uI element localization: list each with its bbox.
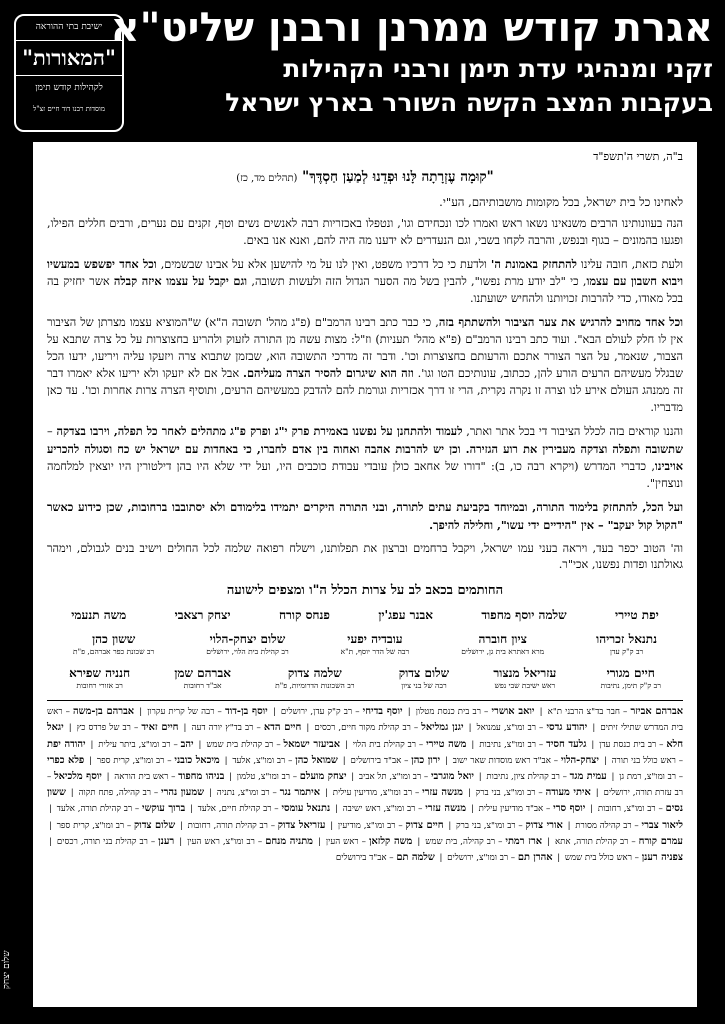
signatory-name: פלא כפרי (47, 754, 85, 766)
logo-line3: לקהילות קודש תימן (35, 83, 103, 93)
signatory-role: – רב קהילת תורה, רחובות (187, 820, 278, 831)
signatory-role: – רב קהילת בני תורה, רכסים (56, 836, 159, 847)
signatory-name: אברהם בן-משה (73, 706, 135, 718)
signatory-name: מיכאל כובני (174, 754, 220, 766)
separator: | (536, 707, 546, 718)
signatory-entry (338, 821, 444, 831)
p3-part-c: וזה הוא שיגרום להסיר הצרה מעליהם. (243, 366, 414, 381)
signatory-role: – רב ומו"צ, טלמון (236, 771, 300, 782)
signatory-role: – רב ומו"צ, רחובות (597, 804, 666, 815)
signature (615, 608, 659, 623)
separator: | (554, 852, 563, 863)
separator: | (442, 755, 451, 766)
signatory-name: מנשה עזרי (422, 787, 463, 799)
signatory-name: יואל מוגרבי (430, 770, 474, 782)
signer-role: רבה של הדר יוסף, ת"א (340, 647, 410, 657)
signer-name: יצחק רצאבי (174, 608, 231, 623)
signatory-role: – רב ומו"צ, ראש העין (187, 836, 266, 847)
signatory-entry (57, 804, 185, 814)
logo-line1: ישיבת בתי ההוראה (35, 22, 103, 32)
header (0, 0, 725, 142)
separator: | (103, 771, 113, 782)
signatory-entry (333, 788, 463, 798)
closing: וה' הטוב יכפר בעד, ויראה בעני עמו ישראל, ויקבל ברחמים וברצון את תפלותנו, וישלח רפואה שלמה לכל החולים וישיב בנים לגבולם, וימהר גאולתנו ופדות נפשנו, אכי"ר. (47, 541, 683, 572)
signatory-entry (416, 707, 535, 717)
verse (47, 169, 683, 185)
separator: | (587, 804, 596, 815)
separator: | (177, 820, 186, 831)
signatory-name: עמית מגד (569, 770, 607, 782)
signatory-entry (326, 837, 412, 847)
verse-ref: (תהלים מד, כז) (236, 173, 298, 184)
signer-name: פנחס קורח (278, 608, 330, 623)
signatory-name: ששון נסים (47, 787, 684, 815)
signature (378, 608, 433, 623)
page-subtitle: זקני ומנהיגי עדת תימן ורבני הקהילות (283, 54, 713, 83)
signatory-name: יוסף מלכיאל (54, 770, 102, 782)
side-signature: שלום יצחק (2, 950, 12, 990)
signatory-role: – רב ומו"צ, נתיבות (479, 739, 547, 750)
separator: | (49, 804, 55, 815)
separator: | (87, 739, 97, 750)
signatory-name: איתמר נגר (279, 787, 321, 799)
signer-role: רב קהילת בית הלוי, ירושלים (206, 647, 289, 657)
signer-role: רב השכונות הדרומיות, פ"ת (275, 681, 355, 691)
signatory-name: ארז רמתי (505, 835, 543, 847)
separator: | (49, 836, 55, 847)
separator: | (465, 723, 475, 734)
signatory-name: איתי מעודה (545, 787, 591, 799)
signatory-name: יצחק-הלוי (560, 754, 599, 766)
signature (69, 666, 130, 691)
signatory-role: – ראש בית המדרש שתילי זיתים (47, 707, 684, 734)
signer-name: אברהם שמן (174, 666, 231, 681)
signatory-name: ליאור צברי (641, 819, 684, 831)
signer-role: רב אזורי רחובות (76, 681, 123, 691)
signatory-name: שלום צדוק (133, 819, 176, 831)
signatory-role: – רב ק"ק עדן, ירושלים (280, 707, 363, 718)
signatory-entry (555, 837, 683, 847)
signatory-entry (79, 788, 205, 798)
signatory-entry (77, 723, 179, 733)
signatory-entry (359, 772, 474, 782)
separator: | (445, 820, 455, 831)
signature (493, 666, 556, 691)
p4-part-d: שתשובה ותפלה וצדקה מעבירין את רוע הגזירה. וכן יש להרבות אהבה ואחוה בין אדם לחברו, כי באחדות עם ישראל יש כח וסגולה להכריע אויבינו (47, 441, 683, 474)
signatory-entry (447, 853, 552, 863)
signatory-role: – אב"ד בירושלים (350, 755, 412, 766)
signatory-name: יהודה יפת (47, 738, 86, 750)
signatory-role: – רב ומו"צ, רמת גן (619, 771, 684, 782)
signer-role: רב ק"ק תימן, נתיבות (600, 681, 661, 691)
letter-date: ב"ה, תשרי ה'תשפ"ד (593, 150, 683, 163)
signatory-name: יהודע גדסי (546, 722, 588, 734)
signatory-name: רענן (158, 835, 175, 847)
signatory-entry (336, 853, 435, 863)
signatory-role: – אב"ד מודיעין עילית (478, 804, 554, 815)
signatory-name: יוסף בדיחי (362, 706, 403, 718)
separator: | (414, 836, 424, 847)
signatory-role: – ראש בית הוראה (114, 771, 179, 782)
signer-role: מרא דאתרא בית גן, ירושלים (461, 647, 545, 657)
signatory-name: מתניה מנחם (265, 835, 313, 847)
signatory-role: – רב ומו"צ, ירושלים (447, 852, 518, 863)
separator: | (464, 788, 474, 799)
signatory-name: שמואל כהן (295, 754, 338, 766)
signatory-entry (114, 772, 224, 782)
p2-part-g: אשר יחזיק בה בכל מאודו, כדי להרבות זכויותנו ולהחיש ישועתנו. (47, 275, 683, 306)
separator: | (544, 836, 553, 847)
signatory-role: – רב קהילת מקור חיים, רכסים (314, 723, 422, 734)
signatory-entry (343, 804, 466, 814)
signatory-name: יגנן גמליאל (421, 722, 464, 734)
verse-text: "קוּמָה עֶזְרָתָה לָּנוּ וּפְדֵנוּ לְמַעַן חַסְדֶּךָ" (302, 169, 494, 185)
signatory-role: – רב ומו"צ, נתניה (216, 788, 280, 799)
signatory-name: יוסף בן-דוד (224, 706, 268, 718)
signatory-role: – רב ומו"צ, אלעד (232, 755, 296, 766)
p2-part-e: , כי "לב יודע מרת נפשו", להבין בשל מה הסער הגדול הזה ולעשות תשובה, (247, 275, 587, 289)
signatory-name: אביעזר ישמאל (283, 738, 340, 750)
signatory-role: – ראש העין (325, 836, 369, 847)
signatory-role: – אב"ד ראש מוסדות שאר ישוב (452, 755, 561, 766)
signatory-name: יוסף סרי (553, 803, 586, 815)
paragraph-1: הנה בעוונותינו הרבים משנאינו נשאו ראש ואמרו לכו ונכחידם וגו', ונטפלו באכזריות רבה לאנשים נשים וטף, זקנים עם נערים, ורבים חללים הפילו, ופגעו בהמונים – בגוף ובנפש, והרבה לקחו בשבי, וגם הנעדרים לא ידענו מה היה להם, ואנא אנו באים. (47, 217, 683, 247)
separator: | (195, 739, 205, 750)
signature (174, 666, 231, 691)
signatory-name: מנשה עזרי (425, 803, 467, 815)
signature (206, 632, 289, 657)
p2-part-d: וכל אחד יפשפש במעשיו ויבוא חשבון עם עצמו (47, 256, 683, 289)
separator: | (600, 755, 610, 766)
separator: | (176, 836, 186, 847)
signature (71, 608, 126, 623)
signatory-entry (565, 853, 683, 863)
separator: | (564, 820, 574, 831)
signatory-role: – חבר בד"צ הרבני ת"א (547, 707, 631, 718)
signatory-name: ברוך עוקשי (142, 803, 186, 815)
p2-part-c: ולדעת כי כל דרכיו משפט, ואין לנו על מי להישען אלא על אבינו שבשמים, (156, 257, 491, 271)
logo-line4: מוסדות רבנו דוד חיים זצ"ל (33, 105, 105, 113)
signatory-name: משה קלזאן (368, 835, 413, 847)
separator: | (49, 820, 55, 831)
signature (601, 666, 661, 691)
signature (175, 608, 231, 623)
signer-name: שלמה צדוק (287, 666, 342, 681)
signatory-role: – רב בית כנסת עדן (599, 739, 667, 750)
signatory-role: – רב ומו"צ, קרית ספר (56, 820, 134, 831)
signer-role: אב"ד רחובות (183, 681, 222, 691)
separator: | (136, 707, 146, 718)
signatory-name: שלמה תם (396, 851, 435, 863)
signatory-role: – רב ומו"צ, עמנואל (476, 723, 547, 734)
separator: | (221, 755, 231, 766)
signatory-entry (479, 740, 586, 750)
signatory-name: עמרם קורח (638, 835, 683, 847)
signatory-role: – רב ומו"צ, ראש ישיבה (342, 804, 426, 815)
signatory-role: – רבה של קרית עקרון (147, 707, 225, 718)
signatory-role: – רב ומו"צ, קרית ספר (96, 755, 175, 766)
header-titles (110, 4, 713, 120)
signatory-role: – רב קהילת תורה, אתא (555, 836, 639, 847)
signatory-entry (217, 788, 320, 798)
signatory-role: – ראש כולל בני תורה (611, 755, 683, 766)
signatory-entry (98, 740, 193, 750)
signature (279, 608, 330, 623)
signatory-name: חיים צדוק (405, 819, 444, 831)
signatory-entry (188, 821, 326, 831)
signatory-name: חיים זאיד (141, 722, 179, 734)
logo (14, 14, 124, 132)
greeting: לאחינו כל בית ישראל, בכל מקומות מושבותיהם, הע"י. (439, 195, 683, 209)
signatory-entry (187, 837, 313, 847)
signature-row-2 (47, 632, 683, 657)
signatory-role: – רב קהילה, פתח תקוה (78, 788, 162, 799)
signer-role: רבה של בני ציון (401, 681, 447, 691)
signature (461, 632, 544, 657)
signatory-entry (477, 723, 588, 733)
signatory-role: – רב קהילת חיים, אלעד (197, 804, 282, 815)
signatory-entry (575, 821, 683, 831)
separator: | (589, 723, 599, 734)
separator: | (468, 739, 478, 750)
signature (73, 632, 154, 657)
signatory-entry (232, 756, 338, 766)
signer-name: נתנאל זכריהו (596, 632, 658, 647)
signatory-role: – רב קהילת תורה, אלעד (56, 804, 143, 815)
separator: | (86, 755, 95, 766)
signer-name: שלמה יוסף מחפוד (481, 608, 567, 623)
signatory-entry (57, 837, 174, 847)
signatory-name: בניהו מחפוד (178, 770, 225, 782)
signatory-role: – רב קהילת בית שמש (206, 739, 284, 750)
signatory-entry (425, 837, 542, 847)
signatory-name: אברהם אביזר (630, 706, 683, 718)
signatory-role: – רב של פרדס כץ (76, 723, 142, 734)
signatory-entry (486, 772, 606, 782)
signatory-name: גלעד חסיד (546, 738, 587, 750)
p4-part-e: , כדברי המדרש (ויקרא רבה כו, ב): "דורו של אחאב כולן עובדי עבודת כוכבים היו, ועל ידי שלא היו בהן דילטורין היו יוצאין למלחמה ונוצחין". (47, 460, 683, 491)
signature (399, 666, 449, 691)
signatory-name: משה טיירי (426, 738, 467, 750)
separator: | (339, 755, 349, 766)
separator: | (436, 852, 446, 863)
signatory-role: – רב ומו"צ, בני ברק (456, 820, 526, 831)
signer-name: חיים מגורי (606, 666, 655, 681)
signature-row-1 (47, 608, 683, 623)
signatory-name: יהב (180, 738, 194, 750)
signatory-name: יגאל חלא (47, 722, 684, 750)
signatory-role: – אב"ד בירושלים (335, 852, 397, 863)
signatory-entry (350, 756, 440, 766)
signatories-list (47, 700, 683, 866)
signer-name: עזריאל מנצור (493, 666, 557, 681)
signatory-entry (192, 723, 302, 733)
signatory-entry (97, 756, 220, 766)
signatory-role: – רב ומו"צ, מודיעין (337, 820, 406, 831)
signatory-entry (456, 821, 563, 831)
separator: | (608, 771, 618, 782)
separator: | (67, 788, 77, 799)
signature (481, 608, 566, 623)
signatory-entry (198, 804, 330, 814)
paragraph-2 (47, 256, 683, 308)
separator: | (332, 804, 341, 815)
signatory-name: ירון כהן (411, 754, 441, 766)
signatory-entry (548, 707, 683, 717)
signatory-name: יצחק מועלם (299, 770, 347, 782)
p5-text: ועל הכל, להתחזק בלימוד התורה, ובמיוחד בקביעת עתים לתורה, ובני התורה היקרים יתמידו בלימודם ולא יסתובבו ברחובות, שכן כידוע כאשר "הקול קול יעקב" – אין "הידיים ידי עשו", וחלילה להיפך. (47, 499, 683, 532)
p3-part-a: וכל אחד מחויב להרגיש את צער הציבור ולהשתתף בזה (438, 314, 683, 329)
signatory-entry (237, 772, 347, 782)
signatory-entry (57, 821, 175, 831)
p3-part-b: , כי כבר כתב רבינו הרמב"ם (פ"ג מהל' תשובה ה"א) ש"המוציא עצמו מצרתן של הציבור אין לו חלק לעולם הבא". ועוד כתב רבינו הרמב"ם (פ"א מהל' תעניות) וז"ל: מצות עשה מן התורה לזעוק ולהריע בחצוצרות על כל צרה שתבא על הצבור, שנאמר, על הצר הצורר אתכם והרעותם בחצוצרות וכו'. ודבר זה מדרכי התשובה הוא, שבזמן שתבוא צרה ויזעקו עליה ויריעו, ידעו הכל שבגלל מעשיהם הרעים הורע להן, ככתוב, עונותיכם הטו וגו'. (47, 315, 683, 381)
signatory-entry (476, 788, 591, 798)
signatory-name: יואב אושרי (491, 706, 535, 718)
separator: | (65, 723, 75, 734)
signatory-name: אהרן תם (517, 851, 553, 863)
signer-name: יפת טיירי (615, 608, 659, 623)
signatory-entry (353, 740, 467, 750)
separator: | (303, 723, 313, 734)
separator: | (404, 707, 414, 718)
signatory-entry (147, 707, 268, 717)
p4-part-c: – (47, 424, 57, 438)
p2-part-f: וגם יקבל על עצמו איזה קבלה (113, 274, 248, 289)
signer-name: משה תנעמי (71, 608, 127, 623)
page-title: אגרת קודש ממרנן ורבנן שליט"א (110, 5, 713, 51)
p4-part-b: לעמוד ולהתחנן על נפשנו באמירת פרק י"ג ופרק פ"ג מתהלים לאחר כל תפלה, וירבו בצדקה (56, 423, 463, 438)
signatory-role: – רב עזרת תורה, ירושלים (47, 771, 683, 799)
p2-part-a: ולעת כזאת, חובה עלינו (576, 257, 683, 271)
signature (596, 632, 657, 657)
signatory-role: – רב קהילה, בית שמש (425, 836, 506, 847)
separator: | (327, 820, 336, 831)
separator: | (226, 771, 235, 782)
separator: | (314, 836, 324, 847)
signatory-role: – רב בית כנסת מטלון (415, 707, 492, 718)
signer-role: רב ק"ק עדן (609, 647, 644, 657)
signatory-role: – רב קהילה מסורת (575, 820, 642, 831)
signatory-role: – רב ומו"צ, תל אביב (358, 771, 431, 782)
signatory-name: אורי צדוק (525, 819, 563, 831)
signature-row-3 (47, 666, 683, 691)
signer-role: רב שכונת כפר אברהם, פ"ת (73, 647, 155, 657)
p2-part-b: להתחזק באמונת ה' (490, 256, 577, 271)
signature (275, 666, 354, 691)
page-subtitle-2: בעקבות המצב הקשה השורר בארץ ישראל (225, 88, 713, 117)
separator: | (187, 804, 196, 815)
signatory-entry (206, 740, 340, 750)
signatory-entry (314, 723, 463, 733)
signatory-role: – ראש כולל בית שמש (564, 852, 642, 863)
separator: | (206, 788, 215, 799)
paragraph-3 (47, 314, 683, 417)
signatory-entry (479, 804, 586, 814)
logo-name: "המאורות" (16, 40, 122, 76)
signatory-name: שמעון נהרי (161, 787, 205, 799)
signer-name: עובדיה יפעי (347, 632, 403, 647)
separator: | (588, 739, 598, 750)
signatory-entry (453, 756, 599, 766)
signer-name: אבנר עפג'ין (378, 608, 433, 623)
signatory-name: חיים הדא (263, 722, 302, 734)
signer-name: חנניה שפירא (69, 666, 131, 681)
p4-part-a: והננו קוראים בזה לכלל הציבור די בכל אתר ואתר, (462, 424, 683, 438)
signatory-role: – רב בד"ץ יורה דעה (191, 723, 264, 734)
signatory-entry (281, 707, 403, 717)
paragraph-4 (47, 423, 683, 493)
signer-name: שלום צדוק (398, 666, 450, 681)
signatory-role: – רב ומו"צ, מודיעין עילית (332, 788, 423, 799)
signatory-name: עזריאל צדוק (277, 819, 326, 831)
letter-body (33, 142, 697, 1007)
separator: | (342, 739, 351, 750)
signer-name: ציון חוברה (478, 632, 527, 647)
signatory-role: – רב קהילת ציון, נתיבות (486, 771, 570, 782)
separator: | (468, 804, 477, 815)
signer-role: ראש ישיבת שבי נפש (494, 681, 556, 691)
separator: | (348, 771, 357, 782)
signatory-role: – רב ומו"צ, בני ברק (475, 788, 546, 799)
separator: | (269, 707, 279, 718)
signatures-title: החותמים בכאב לב על צרות הכלל ה"ו ומצפים לישועה (226, 583, 504, 599)
signatory-role: – רב ומו"צ, ביתר עילית (98, 739, 181, 750)
separator: | (180, 723, 190, 734)
signature (341, 632, 410, 657)
separator: | (322, 788, 331, 799)
signer-name: שלום יצחק-הלוי (209, 632, 286, 647)
signer-name: ששון כהן (92, 632, 136, 647)
p3-part-d: אבל אם לא יזעקו ולא יריעו אלא יאמרו דבר זה ממנהג העולם אירע לנו וצרה זו נקרה נקרית, הרי זו דרך אכזריות וגורמת להם להדבק במעשיהם הרעים, ותוסיף הצרה צרות אחרות וכו'. עד כאן מדבריו. (47, 367, 683, 414)
signatory-name: צפניה רענן (641, 851, 683, 863)
separator: | (592, 788, 602, 799)
separator: | (476, 771, 485, 782)
signatory-role: – רב קהילת בית הלוי (352, 739, 427, 750)
signatory-name: נתנאל עומסי (281, 803, 331, 815)
paragraph-5 (47, 499, 683, 535)
